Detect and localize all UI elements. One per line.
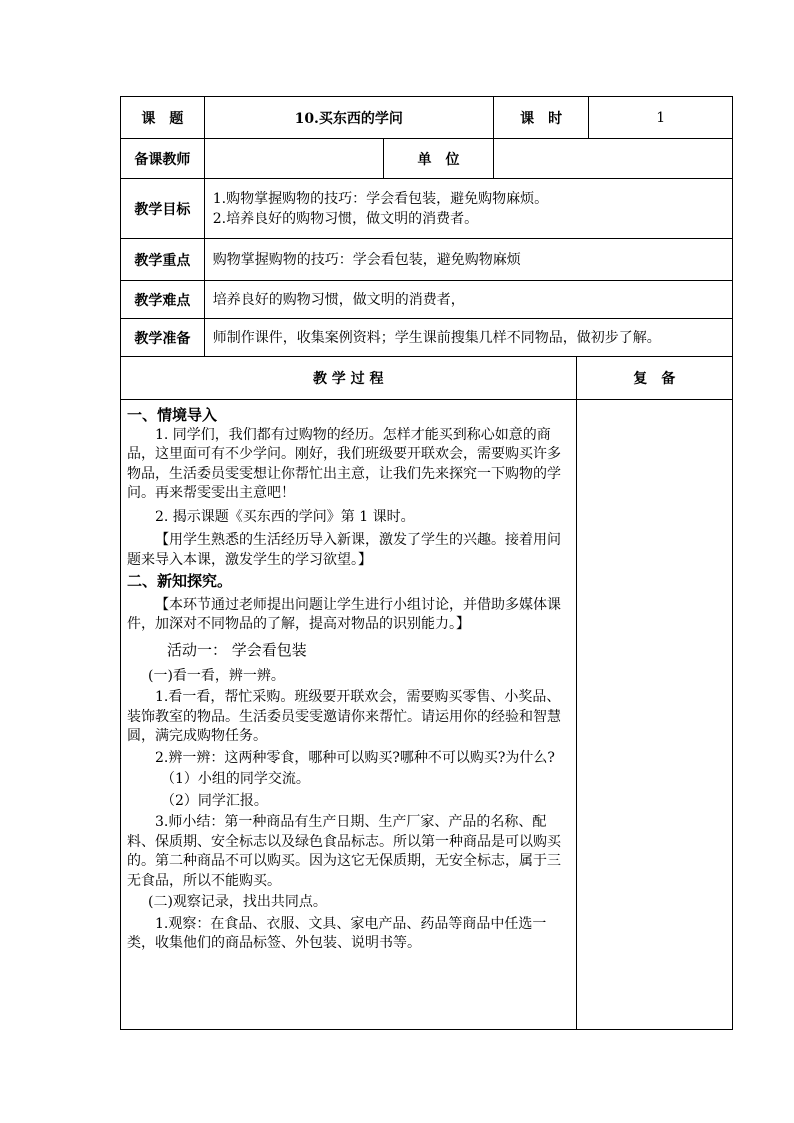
process-content (121, 400, 577, 1029)
unit-label: 单 位 (384, 139, 494, 178)
difficulties-row (121, 281, 732, 319)
process-body-row (121, 400, 732, 1029)
preparation-row (121, 319, 732, 357)
goals-row (121, 179, 732, 239)
goal-line-2: 2.培养良好的购物习惯，做文明的消费者。 (212, 210, 479, 227)
teacher-row (121, 139, 732, 179)
goals-label: 教学目标 (121, 179, 205, 238)
activity-1-title: 活动一： 学会看包装 (167, 640, 307, 659)
key-points-text: 购物掌握购物的技巧：学会看包装，避免购物麻烦 (212, 251, 521, 268)
topic-row (121, 97, 732, 139)
paragraph-observe: 1.观察：在食品、衣服、文具、家电产品、药品等商品中任选一类，收集他们的商品标签、外包装、说明书等。 (127, 915, 547, 951)
section-2-note: 【本环节通过老师提出问题让学生进行小组讨论，并借助多媒体课件，加深对不同物品的了解，提高对物品的识别能力。】 (127, 596, 561, 632)
preparation-text: 师制作课件，收集案例资料；学生课前搜集几样不同物品，做初步了解。 (212, 329, 661, 346)
section-1-paragraph-1: 1. 同学们，我们都有过购物的经历。怎样才能买到称心如意的商品，这里面可有不少学问。刚好，我们班级要开联欢会，需要购买许多物品，生活委员雯雯想让你帮忙出主意，让我们先来探究一下购物的学问。再来帮雯雯出主意吧！ (127, 426, 561, 501)
subsection-1-title: (一)看一看，辨一辨。 (148, 667, 285, 684)
preparation-label: 教学准备 (121, 319, 205, 356)
period-value: 1 (656, 109, 666, 126)
difficulties-text: 培养良好的购物习惯，做文明的消费者， (212, 291, 465, 308)
subsection-2-title: (二)观察记录，找出共同点。 (148, 894, 327, 910)
paragraph-summary: 3.师小结：第一种商品有生产日期、生产厂家、产品的名称、配料、保质期、安全标志以及绿色食品标志。所以第一种商品是可以购买的。第二种商品不可以购买。因为这它无保质期，无安全标志，属于三无食品，所以不能购买。 (127, 814, 561, 889)
key-points-label: 教学重点 (121, 239, 205, 280)
review-column (577, 400, 732, 1029)
section-1-note: 【用学生熟悉的生活经历导入新课，激发了学生的兴趣。接着用问题来导入本课，激发学生的学习欲望。】 (127, 532, 561, 568)
process-header-row (121, 357, 732, 400)
paragraph-group-discuss: （1）小组的同学交流。 (161, 771, 310, 787)
lesson-plan-table (120, 96, 733, 1030)
period-label: 课 时 (494, 97, 590, 138)
section-1-heading: 一、情境导入 (127, 406, 218, 424)
section-2-heading: 二、新知探究。 (127, 572, 233, 590)
teacher-value (205, 139, 384, 178)
paragraph-report: （2）同学汇报。 (161, 792, 268, 809)
unit-value (494, 139, 732, 178)
teacher-label: 备课教师 (121, 139, 205, 178)
process-title: 教 学 过 程 (121, 357, 577, 399)
topic-label: 课 题 (121, 97, 205, 138)
goals-content (205, 179, 732, 238)
section-1-paragraph-2: 2. 揭示课题《买东西的学问》第 1 课时。 (155, 508, 415, 525)
key-points-row (121, 239, 732, 281)
topic-value: 10.买东西的学问 (205, 97, 494, 138)
goal-line-1: 1.购物掌握购物的技巧：学会看包装，避免购物麻烦。 (212, 190, 549, 207)
paragraph-distinguish: 2.辨一辨：这两种零食，哪种可以购买?哪种不可以购买?为什么? (155, 749, 555, 766)
review-title: 复 备 (633, 371, 676, 387)
paragraph-look: 1.看一看，帮忙采购。班级要开联欢会，需要购买零售、小奖品、装饰教室的物品。生活委员雯雯邀请你来帮忙。请运用你的经验和智慧圆，满完成购物任务。 (127, 689, 561, 744)
difficulties-label: 教学难点 (121, 281, 205, 318)
